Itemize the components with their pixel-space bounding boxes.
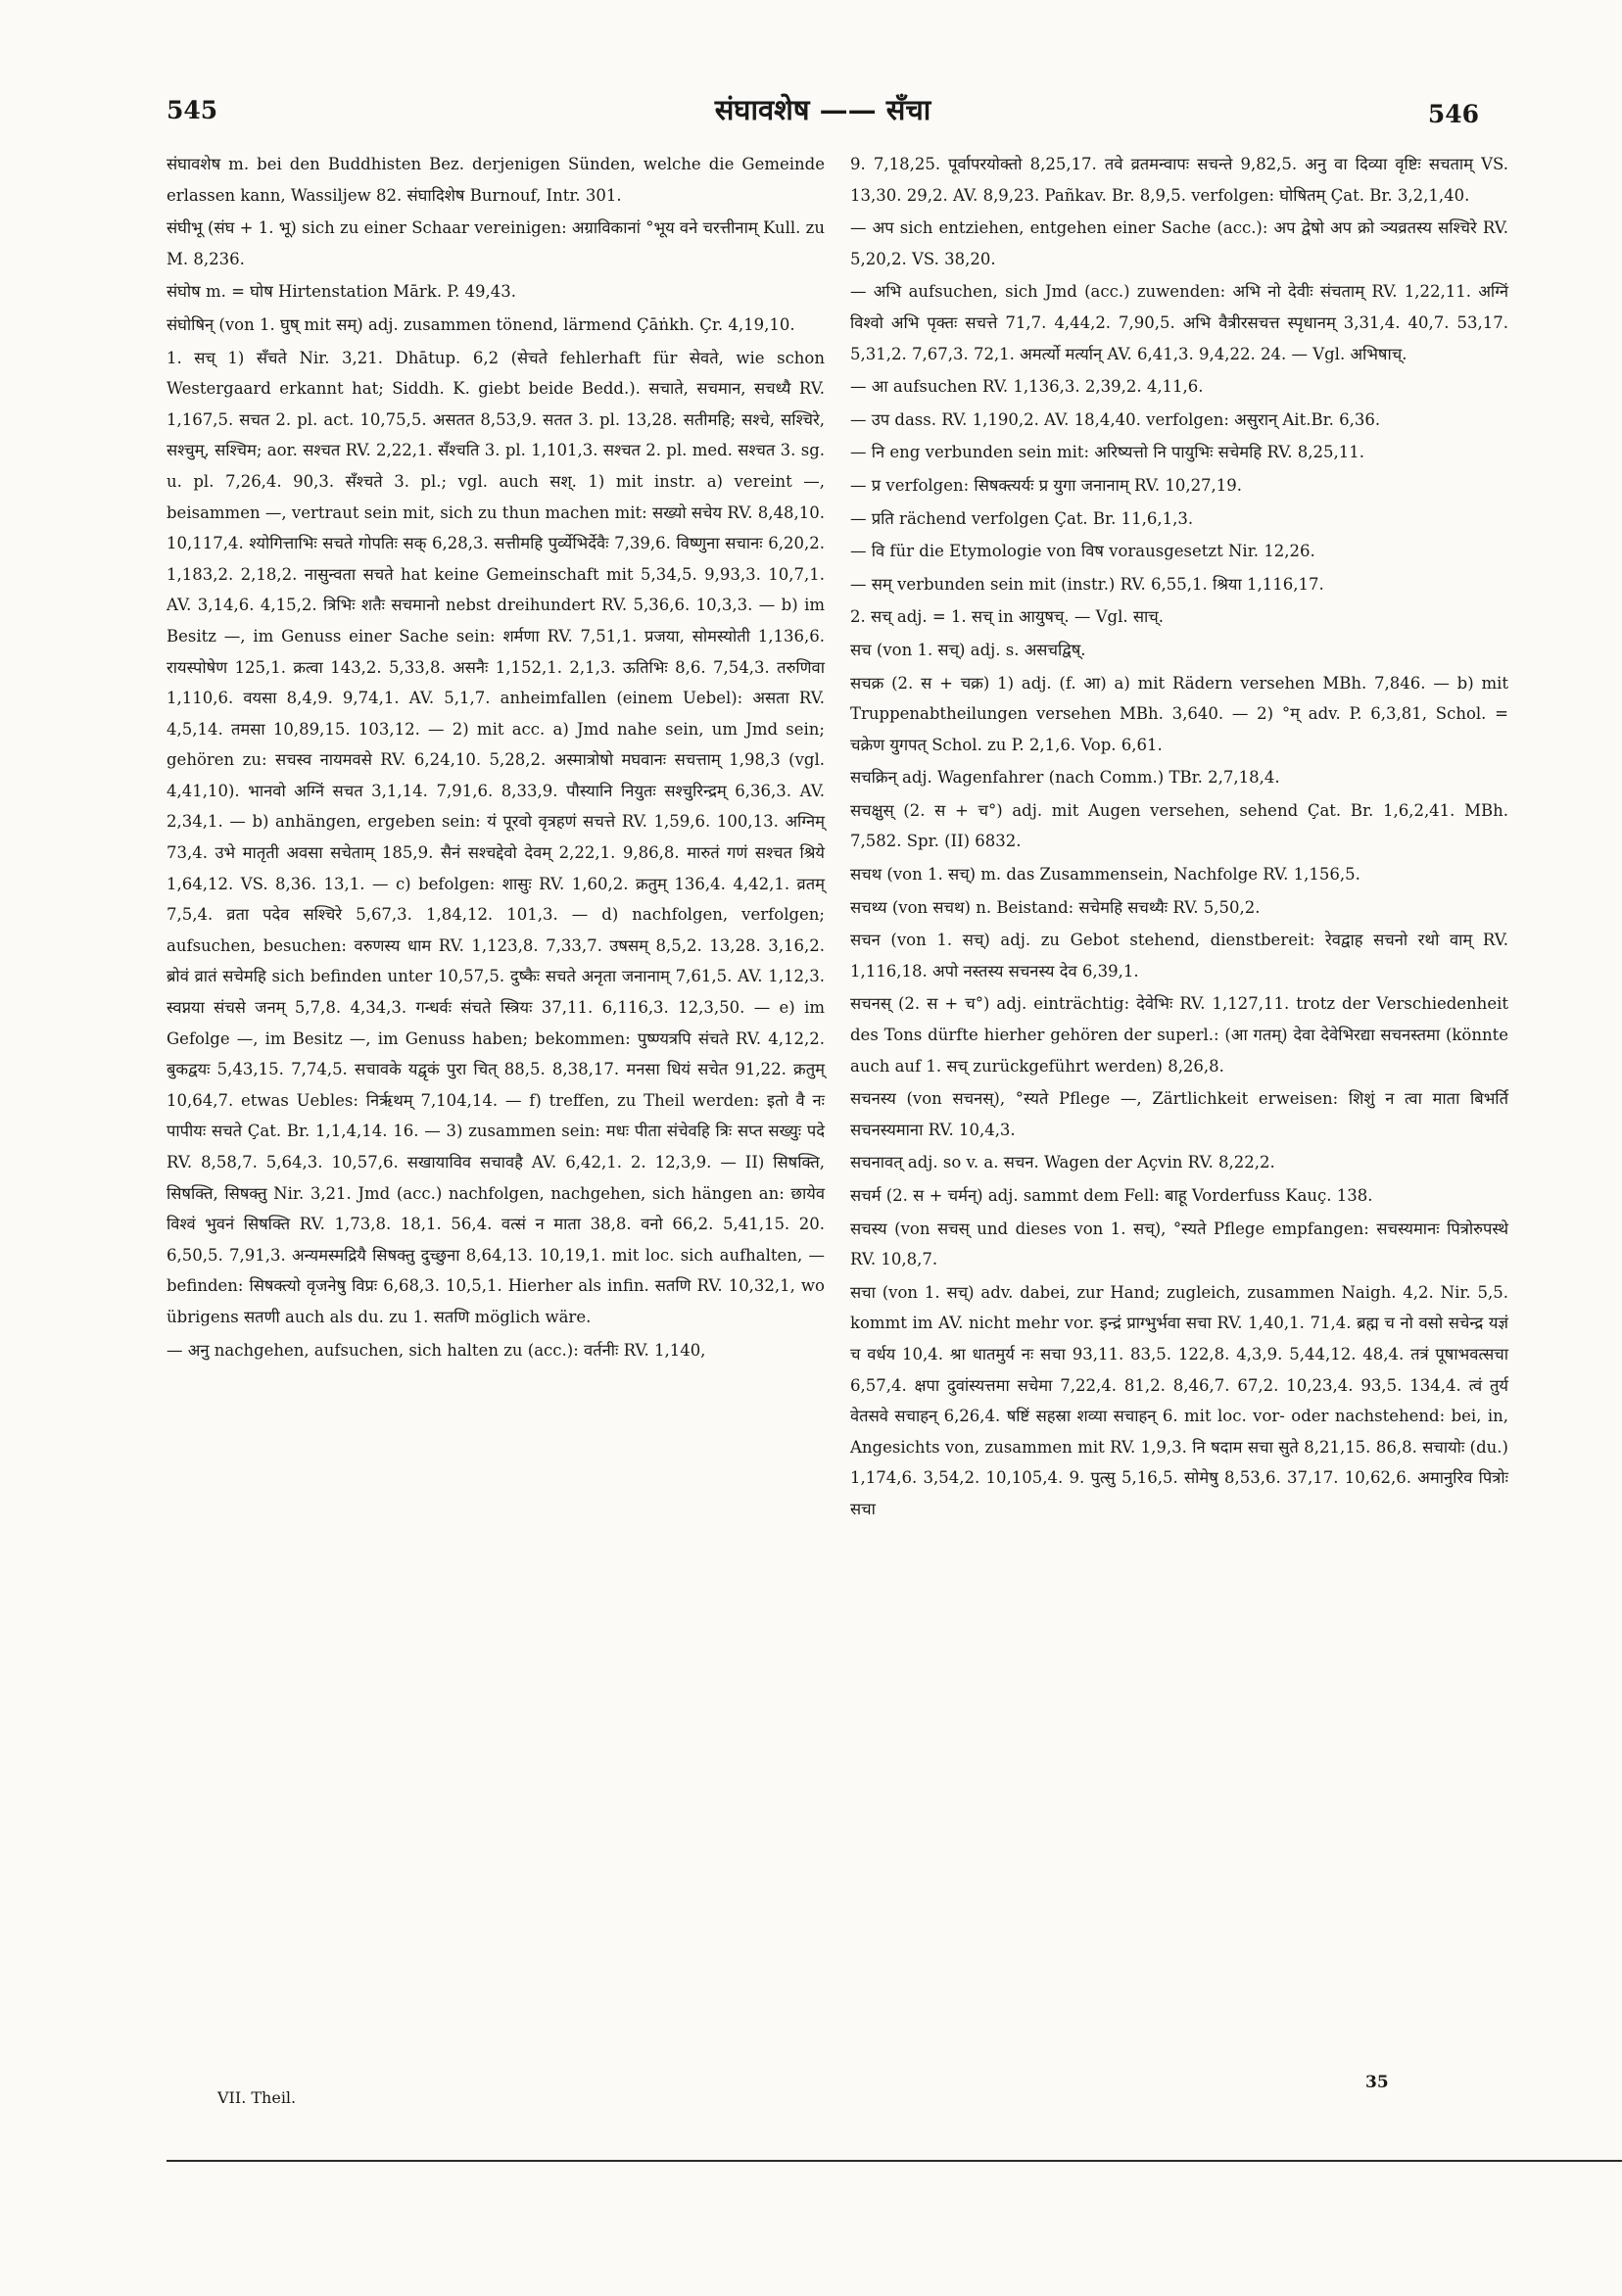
entry: संघोषिन् (von 1. घुष् mit सम्) adj. zusammen tönend, lärmend Çāṅkh. Çr. 4,19,10. [167,314,795,334]
entry: — अभि aufsuchen, sich Jmd (acc.) zuwenden: अभि नो देवीः संचताम् RV. 1,22,11. अग्निं विश्वो अभि पृक्तः सचत्ते 71,7. 4,44,2. 7,90,5. अभि वैत्रीरसचत्त स्पृधानम् 3,31,4. 40,7. 53,17. 5,31,2. 7,67,3. 72,1. अमर्त्यो मर्त्यान् AV. 6,41,3. 9,4,22. 24. — Vgl. अभिषाच्. [850,282,1508,363]
entry: — उप dass. RV. 1,190,2. AV. 18,4,40. verfolgen: असुरान् Ait.Br. 6,36. [850,409,1381,429]
scan-edge-rule [167,2160,1622,2162]
entry: संघोष m. = घोष Hirtenstation Mārk. P. 49,43. [167,282,517,302]
entry: — प्रति rächend verfolgen Çat. Br. 11,6,1,3. [850,508,1194,528]
entry: 2. सच् adj. = 1. सच् in आयुषच्. — Vgl. साच्. [850,607,1165,627]
entry: — वि für die Etymologie von विष vorausgesetzt Nir. 12,26. [850,542,1315,561]
entry: सचर्म (2. स + चर्मन्) adj. sammt dem Fell: बाहू Vorderfuss Kauç. 138. [850,1186,1373,1205]
page-number-left: 545 [167,96,218,124]
entry: सचनस्य (von सचनस्), °स्यते Pflege —, Zärtlichkeit erweisen: शिशुं न त्वा माता बिभर्ति सचनस्यमाना RV. 10,4,3. [850,1089,1508,1139]
entry: सचनस् (2. स + च°) adj. einträchtig: देवेभिः RV. 1,127,11. trotz der Verschiedenheit des Tons dürfte hierher gehören der superl.: (आ गतम्) देवा देवेभिरद्या सचनस्तमा (könnte auch auf 1. सच् zurückgeführt werden) 8,26,8. [850,994,1508,1076]
page-header [167,90,1479,139]
entry: 9. 7,18,25. पूर्वापरयोक्तो 8,25,17. तवे व्रतमन्वापः सचन्ते 9,82,5. अनु वा दिव्या वृष्टिः सचताम् VS. 13,30. 29,2. AV. 8,9,23. Pañkav. Br. 8,9,5. verfolgen: घोषितम् Çat. Br. 3,2,1,40. [850,155,1508,205]
entry: सचथ्य (von सचथ) n. Beistand: सचेमहि सचथ्यैः RV. 5,50,2. [850,897,1261,917]
entry: संघावशेष m. bei den Buddhisten Bez. derjenigen Sünden, welche die Gemeinde erlassen kann, Wassiljew 82. संघादिशेष Burnouf, Intr. 301. [167,155,825,205]
entry: — सम् verbunden sein mit (instr.) RV. 6,55,1. श्रिया 1,116,17. [850,574,1324,594]
entry: सचन (von 1. सच्) adj. zu Gebot stehend, dienstbereit: रेवद्वाह सचनो रथो वाम् RV. 1,116,18. अपो नस्तस्य सचनस्य देव 6,39,1. [850,931,1508,981]
right-column [850,149,1508,1527]
entry: सचनावत् adj. so v. a. सचन. Wagen der Açvin RV. 8,22,2. [850,1153,1275,1172]
entry: — प्र verfolgen: सिषक्त्यर्यः प्र युगा जनानाम् RV. 10,27,19. [850,475,1243,495]
left-column [167,149,825,1367]
entry: सचा (von 1. सच्) adv. dabei, zur Hand; zugleich, zusammen Naigh. 4,2. Nir. 5,5. kommt im AV. nicht mehr vor. इन्द्रं प्राग्भुर्भवा सचा RV. 1,40,1. 71,4. ब्रह्म च नो वसो सचेन्द्र यज्ञं च वर्धय 10,4. श्रा धातमुर्य नः सचा 93,11. 83,5. 122,8. 4,3,9. 5,44,12. 48,4. तत्रं पूषाभवत्सचा 6,57,4. क्षपा दुवांस्यत्तमा सचेमा 7,22,4. 81,2. 8,46,7. 67,2. 10,23,4. 93,5. 134,4. त्वं तुर्य वेतसवे सचाहन् 6,26,4. षष्टिं सहस्रा शव्या सचाहन् 6. mit loc. vor- oder nachstehend: bei, in, Angesichts von, zusammen mit RV. 1,9,3. नि षदाम सचा सुते 8,21,15. 86,8. सचायोः (du.) 1,174,6. 3,54,2. 10,105,4. 9. पुत्सु 5,16,5. सोमेषु 8,53,6. 37,17. 10,62,6. अमानुरिव पित्रोः सचा [850,1282,1508,1518]
entry: — अप sich entziehen, entgehen einer Sache (acc.): अप द्वेषो अप क्रो ञ्यव्रतस्य सश्चिरे RV. 5,20,2. VS. 38,20. [850,218,1508,268]
volume-note: VII. Theil. [217,2088,297,2107]
entry: — नि eng verbunden sein mit: अरिष्यत्तो नि पायुभिः सचेमहि RV. 8,25,11. [850,443,1365,462]
signature-mark: 35 [1365,2073,1389,2092]
entry: 1. सच् 1) सँचते Nir. 3,21. Dhātup. 6,2 (सेचते fehlerhaft für सेवते, wie schon Westergaard erkannt hat; Siddh. K. giebt beide Bedd.). सचाते, सचमान, सचध्यै RV. 1,167,5. सचत 2. pl. act. 10,75,5. असतत 8,53,9. सतत 3. pl. 13,28. सतीमहि; सश्चे, सश्चिरे, सश्चुम्, सश्चिम; aor. सश्चत RV. 2,22,1. सँश्चति 3. pl. 1,101,3. सश्चत 2. pl. med. सश्चत 3. sg. u. pl. 7,26,4. 90,3. सँश्चते 3. pl.; vgl. auch सश्. 1) mit instr. a) vereint —, beisammen —, vertraut sein mit, sich zu thun machen mit: सख्यो सचेय RV. 8,48,10. 10,117,4. श्योगित्ताभिः सचते गोपतिः सक् 6,28,3. सत्तीमहि पुर्व्येभिर्देवैः 7,39,6. विष्णुना सचानः 6,20,2. 1,183,2. 2,18,2. नासुन्वता सचते hat keine Gemeinschaft mit 5,34,5. 9,93,3. 10,7,1. AV. 3,14,6. 4,15,2. त्रिभिः शतैः सचमानो nebst dreihundert RV. 5,36,6. 10,3,3. — b) im Besitz —, im Genuss einer Sache sein: शर्मणा RV. 7,51,1. प्रजया, सोमस्योती 1,136,6. रायस्पोषेण 125,1. क्रत्वा 143,2. 5,33,8. असनैः 1,152,1. 2,1,3. ऊतिभिः 8,6. 7,54,3. तरुणिवा 1,110,6. वयसा 8,4,9. 9,74,1. AV. 5,1,7. anheimfallen (einem Uebel): असता RV. 4,5,14. तमसा 10,89,15. 103,12. — 2) mit acc. a) Jmd nahe sein, um Jmd sein; gehören zu: सचस्व नायमवसे RV. 6,24,10. 5,28,2. अस्मात्रोषो मघवानः सचत्ताम् 1,98,3 (vgl. 4,41,10). भानवो अग्निं सचत 3,1,14. 7,91,6. 8,33,9. पौस्यानि नियुतः सश्चुरिन्द्रम् 6,36,3. AV. 2,34,1. — b) anhängen, ergeben sein: यं पूरवो वृत्रहणं सचत्ते RV. 1,59,6. 100,13. अग्निम् 73,4. उभे मातृती अवसा सचेताम् 185,9. सैनं सश्चद्देवो देवम् 2,22,1. 9,86,8. मारुतं गणं सश्चत श्रिये 1,64,12. VS. 8,36. 13,1. — c) befolgen: शासुः RV. 1,60,2. क्रतुम् 136,4. 4,42,1. व्रतम् 7,5,4. व्रता पदेव सश्चिरे 5,67,3. 1,84,12. 101,3. — d) nachfolgen, verfolgen; aufsuchen, besuchen: वरुणस्य धाम RV. 1,123,8. 7,33,7. उषसम् 8,5,2. 13,28. 3,16,2. ब्रोवं व्रातं सचेमहि sich befinden unter 10,57,5. दुष्कैः सचते अनृता जनानाम् 7,61,5. AV. 1,12,3. स्वप्नया संचसे जनम् 5,7,8. 4,34,3. गन्धर्वः संचते स्त्रियः 37,11. 6,116,3. 12,3,50. — e) im Gefolge —, im Besitz —, im Genuss haben; bekommen: पुष्ण्यत्रपि संचते RV. 4,12,2. बुकद्वयः 5,43,15. 7,74,5. सचावके यद्वृकं पुरा चित् 88,5. 8,38,17. मनसा धियं सचेत 91,22. क्रतुम् 10,64,7. etwas Uebles: निर्ऋथम् 7,104,14. — f) treffen, zu Theil werden: इतो वै नः पापीयः सचते Çat. Br. 1,1,4,14. 16. — 3) zusammen sein: मधः पीता संचेवहि त्रिः सप्त सख्युः पदे RV. 8,58,7. 5,64,3. 10,57,6. सखायाविव सचावहै AV. 6,42,1. 2. 12,3,9. — II) सिषक्ति, सिषक्ति, सिषक्तु Nir. 3,21. Jmd (acc.) nachfolgen, nachgehen, sich hängen an: छायेव विश्वं भुवनं सिषक्ति RV. 1,73,8. 18,1. 56,4. वत्सं न माता 38,8. वनो 66,2. 5,41,15. 20. 6,50,5. 7,91,3. अन्यमस्मद्रियै सिषक्तु दुच्छुना 8,64,13. 10,19,1. mit loc. sich aufhalten, — befinden: सिषक्त्यो वृजनेषु विप्रः 6,68,3. 10,5,1. Hierher als infin. सतणि RV. 10,32,1, wo übrigens सतणी auch als du. zu 1. सतणि möglich wäre. [167,348,825,1326]
entry: — आ aufsuchen RV. 1,136,3. 2,39,2. 4,11,6. [850,377,1204,397]
entry: — अनु nachgehen, aufsuchen, sich halten zu (acc.): वर्तनीः RV. 1,140, [167,1340,706,1360]
page-number-right: 546 [1427,100,1479,128]
entry: सचथ (von 1. सच्) m. das Zusammensein, Nachfolge RV. 1,156,5. [850,865,1360,885]
running-head: संघावशेष —— सँचा [714,93,931,126]
entry: सचस्य (von सचस् und dieses von 1. सच्), °स्यते Pflege empfangen: सचस्यमानः पित्रोरुपस्थे RV. 10,8,7. [850,1219,1508,1269]
entry: सचक्र (2. स + चक्र) 1) adj. (f. आ) a) mit Rädern versehen MBh. 7,846. — b) mit Truppenabtheilungen versehen MBh. 3,640. — 2) °म् adv. P. 6,3,81, Schol. = चक्रेण युगपत् Schol. zu P. 2,1,6. Vop. 6,61. [850,673,1508,754]
entry: सचक्षुस् (2. स + च°) adj. mit Augen versehen, sehend Çat. Br. 1,6,2,41. MBh. 7,582. Spr. (II) 6832. [850,800,1508,851]
entry: सचक्रिन् adj. Wagenfahrer (nach Comm.) TBr. 2,7,18,4. [850,768,1280,788]
entry: संघीभू (संघ + 1. भू) sich zu einer Schaar vereinigen: अग्राविकानां °भूय वने चरत्तीनाम् Kull. zu M. 8,236. [167,218,825,268]
entry: सच (von 1. सच्) adj. s. असचद्विष्. [850,640,1086,659]
